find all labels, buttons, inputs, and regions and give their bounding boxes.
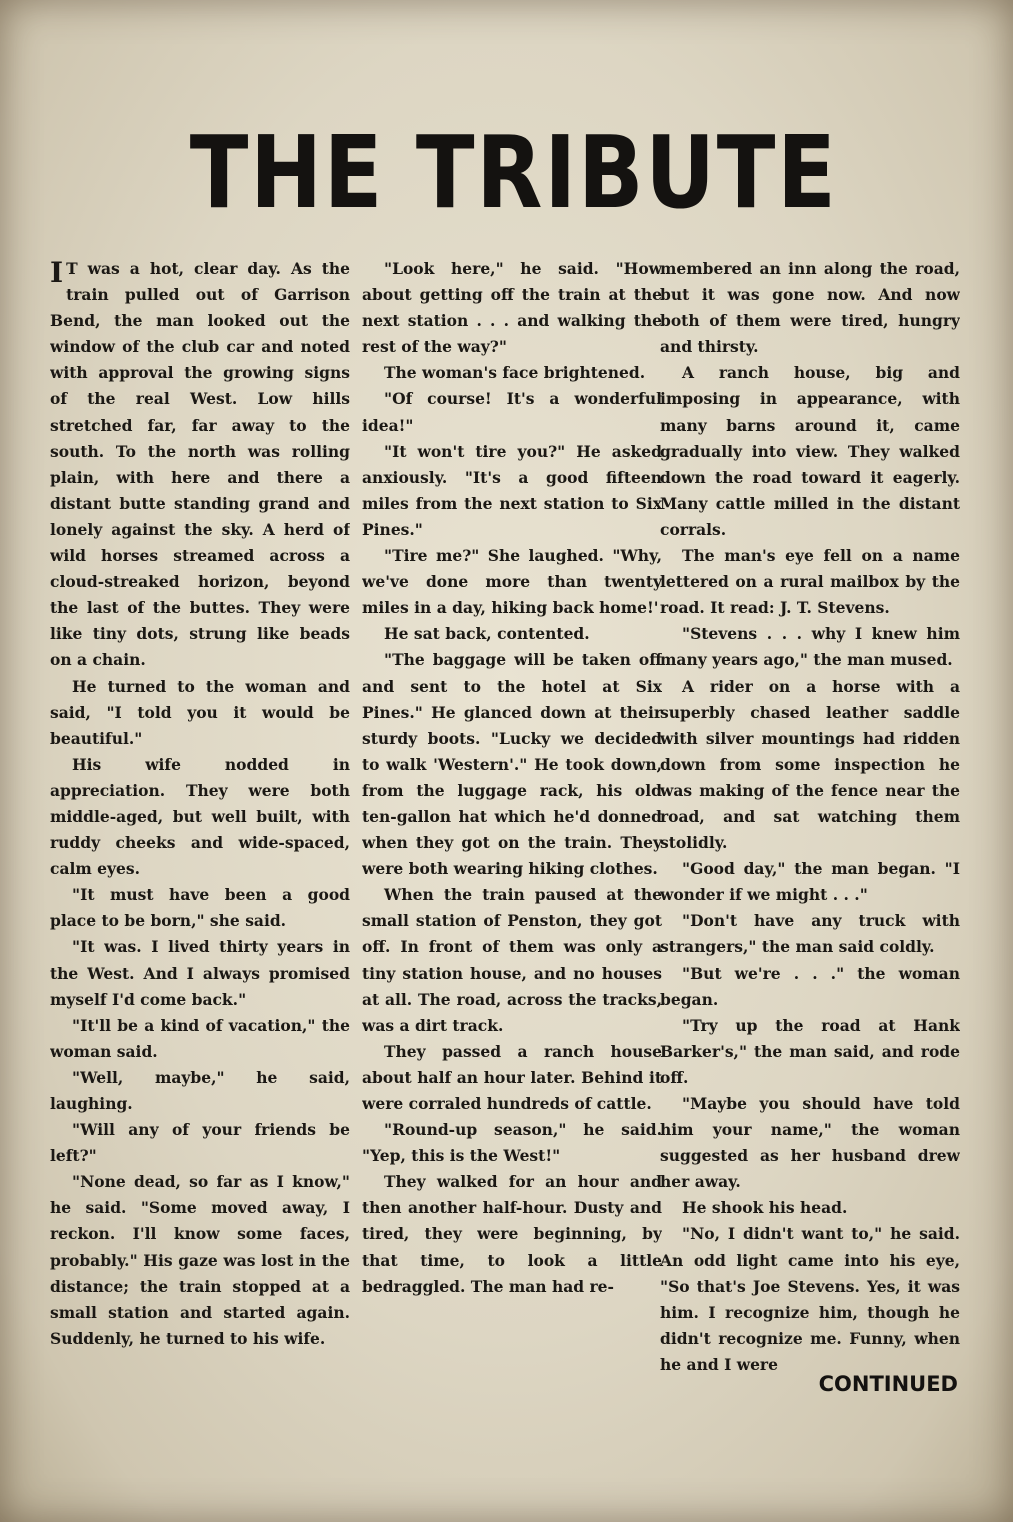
story-paragraph: "It must have been a good place to be born," she said.	[50, 885, 350, 931]
story-paragraph: "It'll be a kind of vacation," the woman said.	[50, 1015, 350, 1061]
story-paragraph: "But we're . . ." the woman began.	[660, 963, 960, 1009]
story-paragraph: "Round-up season," he said. "Yep, this is the West!"	[362, 1120, 662, 1166]
continued-label: CONTINUED	[818, 1372, 958, 1396]
story-paragraph: "Try up the road at Hank Barker's," the man said, and rode off.	[660, 1015, 960, 1087]
story-column-3	[660, 256, 960, 1396]
story-column-1	[50, 256, 350, 1396]
story-paragraph: When the train paused at the small station of Penston, they got off. In front of them was only a tiny station house, and no houses at all. The road, across the tracks, was a dirt track.	[362, 885, 662, 1035]
story-paragraph: The woman's face brightened.	[384, 363, 646, 383]
story-paragraph: "Good day," the man began. "I wonder if we might . . ."	[660, 859, 960, 905]
story-paragraph: They passed a ranch house about half an hour later. Behind it were corraled hundreds of cattle.	[362, 1041, 662, 1113]
story-paragraph: "Will any of your friends be left?"	[50, 1120, 350, 1166]
story-paragraph: "It won't tire you?" He asked anxiously. "It's a good fifteen miles from the next station to Six Pines."	[362, 441, 662, 539]
story-paragraph: His wife nodded in appreciation. They were both middle-aged, but well built, with ruddy cheeks and wide-spaced, calm eyes.	[50, 754, 350, 879]
story-column-2	[362, 256, 662, 1396]
story-paragraph: "None dead, so far as I know," he said. "Some moved away, I reckon. I'll know some faces, probably." His gaze was lost in the distance; the train stopped at a small station and started again. Suddenly, he turned to his wife.	[50, 1172, 350, 1348]
story-paragraph: "Tire me?" She laughed. "Why, we've done more than twenty miles in a day, hiking back home!'	[362, 546, 662, 618]
story-paragraph: "The baggage will be taken off and sent to the hotel at Six Pines." He glanced down at their sturdy boots. "Lucky we decided to walk 'Western'." He took down, from the luggage rack, his old ten-gallon hat which he'd donned when they got on the train. They were both wearing hiking clothes.	[362, 650, 662, 879]
story-paragraph: I T was a hot, clear day. As the train pulled out of Garrison Bend, the man looked out the window of the club car and noted with approval the growing signs of the real West. Low hills stretched far, far away to the south. To the north was rolling plain, with here and there a distant butte standing grand and lonely against the sky. A herd of wild horses streamed across a cloud-streaked horizon, beyond the last of the buttes. They were like tiny dots, strung like beads on a chain.	[50, 256, 350, 670]
story-paragraph: "No, I didn't want to," he said. An odd light came into his eye, "So that's Joe Stevens. Yes, it was him. I recognize him, though he didn't recognize me. Funny, when he and I were	[660, 1224, 960, 1374]
story-paragraph: He shook his head.	[682, 1198, 848, 1218]
drop-cap: I	[50, 256, 64, 289]
story-paragraph: They walked for an hour and then another half-hour. Dusty and tired, they were beginning, by that time, to look a little bedraggled. The man had re-	[362, 1172, 662, 1296]
story-paragraph: A rider on a horse with a superbly chased leather saddle with silver mountings had ridden down from some inspection he was making of the fence near the road, and sat watching them stolidly.	[660, 676, 960, 853]
story-paragraph: He sat back, contented.	[384, 624, 590, 644]
story-paragraph: "It was. I lived thirty years in the West. And I always promised myself I'd come back."	[50, 937, 350, 1009]
story-paragraph: membered an inn along the road, but it was gone now. And now both of them were tired, hungry and thirsty.	[660, 259, 960, 357]
story-title: THE TRIBUTE	[189, 114, 838, 231]
story-paragraph: "Don't have any truck with strangers," the man said coldly.	[660, 911, 960, 957]
story-paragraph: "Look here," he said. "How about getting off the train at the next station . . . and walking the rest of the way?"	[362, 259, 662, 357]
story-paragraph: A ranch house, big and imposing in appearance, with many barns around it, came gradually into view. They walked down the road toward it eagerly. Many cattle milled in the distant corrals.	[660, 363, 960, 539]
story-paragraph: "Well, maybe," he said, laughing.	[50, 1067, 350, 1113]
story-paragraph: The man's eye fell on a name lettered on a rural mailbox by the road. It read: J. T. Stevens.	[660, 546, 960, 618]
story-paragraph: "Maybe you should have told him your name," the woman suggested as her husband drew her away.	[660, 1094, 960, 1192]
story-paragraph: He turned to the woman and said, "I told you it would be beautiful."	[50, 676, 350, 748]
story-paragraph: "Stevens . . . why I knew him many years ago," the man mused.	[660, 624, 960, 670]
story-paragraph: "Of course! It's a wonderful idea!"	[362, 389, 662, 435]
